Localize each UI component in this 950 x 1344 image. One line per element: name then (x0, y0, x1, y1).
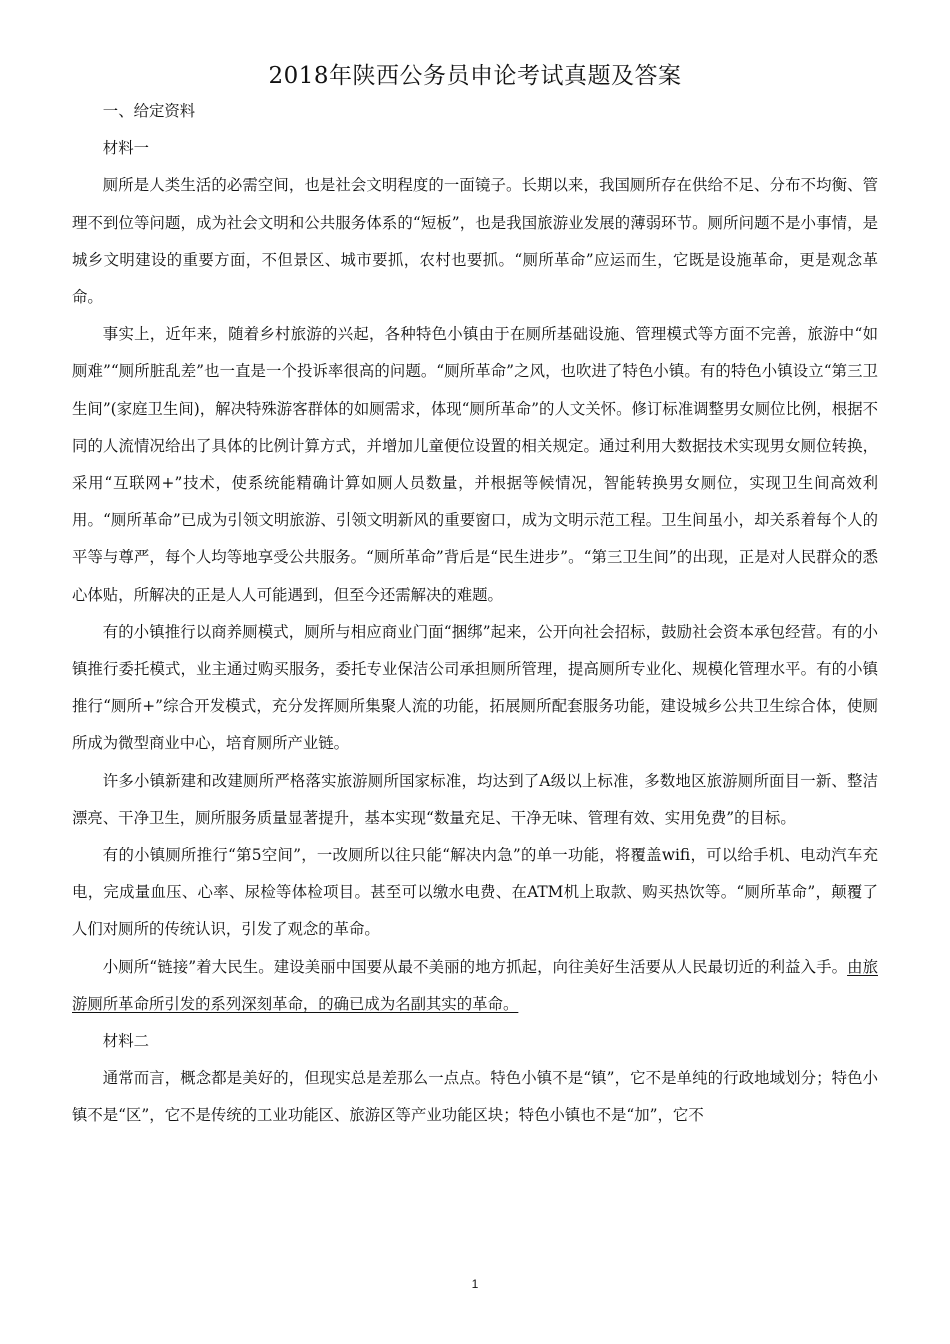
material-one-paragraph: 许多小镇新建和改建厕所严格落实旅游厕所国家标准，均达到了A级以上标准，多数地区旅游厕所面目一新、整洁漂亮、干净卫生，厕所服务质量显著提升，基本实现“数量充足、干净无味、管理有效、实用免费”的目标。 (72, 771, 878, 827)
document-body (72, 93, 878, 1135)
section-heading: 一、给定资料 (102, 102, 196, 120)
underlined-sentence: 由旅游厕所革命所引发的系列深刻革命，的确已成为名副其实的革命。 (72, 957, 878, 1013)
page-number: 1 (471, 1277, 479, 1291)
material-one-heading: 材料一 (102, 139, 149, 158)
paragraph-text: 小厕所“链接”着大民生。建设美丽中国要从最不美丽的地方抓起，向往美好生活要从人民最切近的利益入手。 (102, 957, 848, 976)
material-one-paragraph (72, 949, 878, 1023)
material-two-heading: 材料二 (102, 1032, 149, 1051)
material-one-paragraph: 有的小镇厕所推行“第5空间”，一改厕所以往只能“解决内急”的单一功能，将覆盖wifi，可以给手机、电动汽车充电，完成量血压、心率、尿检等体检项目。甚至可以缴水电费、在ATM机上取款、购买热饮等。“厕所革命”，颠覆了人们对厕所的传统认识，引发了观念的革命。 (72, 846, 878, 939)
material-one-paragraph: 事实上，近年来，随着乡村旅游的兴起，各种特色小镇由于在厕所基础设施、管理模式等方面不完善，旅游中“如厕难”“厕所脏乱差”也一直是一个投诉率很高的问题。“厕所革命”之风，也吹进了特色小镇。有的特色小镇设立“第三卫生间”(家庭卫生间)，解决特殊游客群体的如厕需求，体现“厕所革命”的人文关怀。修订标准调整男女厕位比例，根据不同的人流情况给出了具体的比例计算方式，并增加儿童便位设置的相关规定。通过利用大数据技术实现男女厕位转换，采用“互联网+”技术，使系统能精确计算如厕人员数量，并根据等候情况，智能转换男女厕位，实现卫生间高效利用。“厕所革命”已成为引领文明旅游、引领文明新风的重要窗口，成为文明示范工程。卫生间虽小，却关系着每个人的平等与尊严，每个人均等地享受公共服务。“厕所革命”背后是“民生进步”。“第三卫生间”的出现，正是对人民群众的悉心体贴，所解决的正是人人可能遇到，但至今还需解决的难题。 (72, 325, 878, 604)
material-one-paragraph: 有的小镇推行以商养厕模式，厕所与相应商业门面“捆绑”起来，公开向社会招标，鼓励社会资本承包经营。有的小镇推行委托模式，业主通过购买服务，委托专业保洁公司承担厕所管理，提高厕所专业化、规模化管理水平。有的小镇推行“厕所+”综合开发模式，充分发挥厕所集聚人流的功能，拓展厕所配套服务功能，建设城乡公共卫生综合体，使厕所成为微型商业中心，培育厕所产业链。 (72, 622, 878, 753)
material-one-paragraph: 厕所是人类生活的必需空间，也是社会文明程度的一面镜子。长期以来，我国厕所存在供给不足、分布不均衡、管理不到位等问题，成为社会文明和公共服务体系的“短板”，也是我国旅游业发展的薄弱环节。厕所问题不是小事情，是城乡文明建设的重要方面，不但景区、城市要抓，农村也要抓。“厕所革命”应运而生，它既是设施革命，更是观念革命。 (72, 176, 878, 307)
document-title: 2018年陕西公务员申论考试真题及答案 (268, 63, 682, 89)
material-two-paragraph: 通常而言，概念都是美好的，但现实总是差那么一点点。特色小镇不是“镇”，它不是单纯的行政地域划分；特色小镇不是“区”，它不是传统的工业功能区、旅游区等产业功能区块；特色小镇也不是“加”，它不 (72, 1069, 878, 1125)
